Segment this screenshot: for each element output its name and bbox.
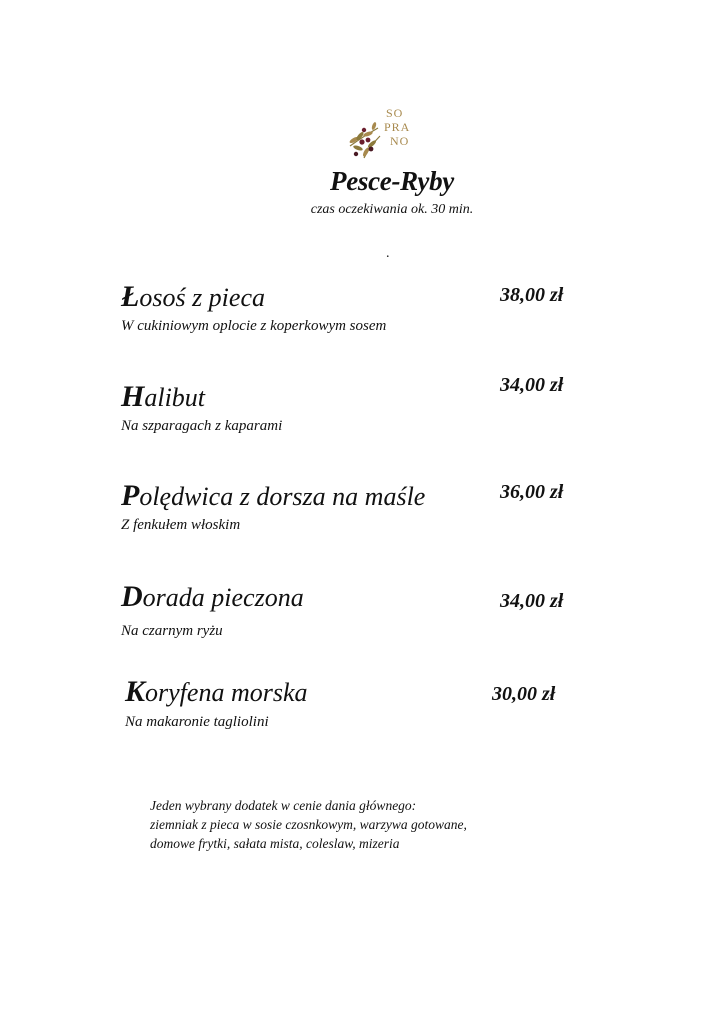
- menu-item-price: 30,00 zł: [492, 683, 556, 705]
- section-title: Pesce-Ryby: [330, 166, 454, 196]
- menu-item-description: W cukiniowym oplocie z koperkowym sosem: [121, 318, 387, 334]
- item-name-rest: osoś z pieca: [139, 283, 265, 312]
- item-initial: K: [125, 675, 146, 708]
- menu-item-price: 34,00 zł: [500, 590, 564, 612]
- item-initial: H: [121, 380, 145, 413]
- note-line: ziemniak z pieca w sosie czosnkowym, warzywa gotowane,: [150, 817, 467, 832]
- item-name-rest: oryfena morska: [145, 678, 308, 707]
- item-name-rest: alibut: [144, 383, 206, 412]
- menu-item-description: Na szparagach z kaparami: [121, 418, 283, 434]
- menu-item-name: [121, 580, 304, 614]
- menu-item-name: [121, 380, 205, 414]
- separator-dot: .: [386, 246, 390, 261]
- item-name-rest: orada pieczona: [142, 583, 304, 612]
- menu-item-name: [121, 479, 425, 513]
- menu-item-description: Na czarnym ryżu: [121, 623, 223, 639]
- menu-item-price: 36,00 zł: [500, 481, 564, 503]
- menu-item-price: 34,00 zł: [500, 374, 564, 396]
- menu-item-name: [125, 675, 308, 709]
- logo-wordmark: [380, 106, 414, 148]
- soprano-logo: [344, 106, 414, 166]
- logo-text-no: NO: [390, 134, 410, 148]
- note-line: Jeden wybrany dodatek w cenie dania głównego:: [150, 798, 417, 813]
- logo-text-pra: PRA: [384, 120, 411, 134]
- menu-item-description: Z fenkułem włoskim: [121, 517, 241, 533]
- item-initial: Ł: [121, 280, 140, 313]
- waiting-time: czas oczekiwania ok. 30 min.: [310, 202, 474, 217]
- item-initial: D: [121, 580, 143, 613]
- menu-item-price: 38,00 zł: [500, 284, 564, 306]
- logo-text-so: SO: [386, 106, 404, 120]
- side-dish-note: [150, 796, 467, 853]
- menu-item-name: [121, 280, 265, 314]
- menu-item-description: Na makaronie tagliolini: [125, 714, 269, 730]
- item-initial: P: [121, 479, 140, 512]
- note-line: domowe frytki, sałata mista, coleslaw, mizeria: [150, 836, 400, 851]
- item-name-rest: olędwica z dorsza na maśle: [139, 482, 426, 511]
